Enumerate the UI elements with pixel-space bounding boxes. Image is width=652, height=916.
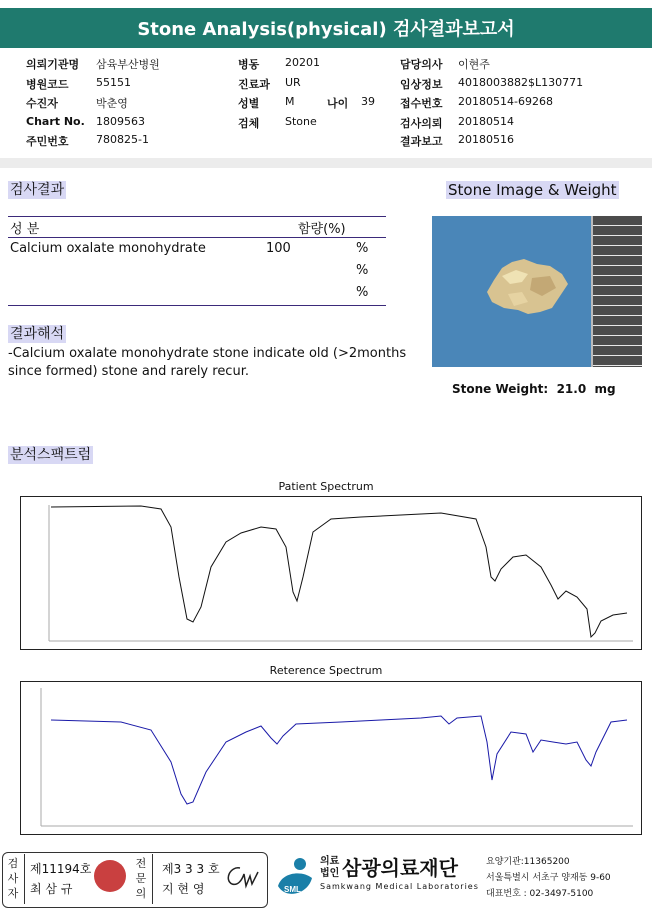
result-unit: % bbox=[356, 241, 369, 256]
interpretation-section-title: 결과해석 bbox=[10, 326, 65, 342]
value-hospital-code: 55151 bbox=[96, 76, 131, 89]
col-content-header: 함량(%) bbox=[298, 222, 346, 237]
stone-weight-unit: mg bbox=[594, 382, 616, 396]
col-component-header: 성 분 bbox=[10, 222, 40, 237]
label-hospital-code: 병원코드 bbox=[26, 78, 69, 91]
result-unit: % bbox=[356, 285, 369, 300]
table-header-line bbox=[8, 237, 386, 238]
value-patient: 박춘영 bbox=[96, 97, 128, 110]
label-resident-no: 주민번호 bbox=[26, 135, 69, 148]
seal-stamp bbox=[94, 860, 126, 892]
label-chart-no: Chart No. bbox=[26, 115, 85, 128]
value-physician: 이현주 bbox=[458, 58, 490, 71]
value-sex: M bbox=[285, 95, 295, 108]
table-bottom-line bbox=[8, 305, 386, 306]
examiner-license-no: 제11194호 bbox=[30, 862, 92, 876]
value-request-date: 20180514 bbox=[458, 115, 514, 128]
doctor-label: 전문의 bbox=[135, 857, 147, 900]
org-phone: 대표번호 : 02-3497-5100 bbox=[486, 889, 594, 899]
svg-text:SML: SML bbox=[284, 885, 301, 894]
stone-weight-value: 21.0 bbox=[556, 382, 587, 396]
reference-spectrum-title: Reterence Spectrum bbox=[269, 664, 383, 677]
org-address: 서울특별시 서초구 양재동 9-60 bbox=[486, 873, 611, 883]
stone-weight bbox=[452, 382, 616, 396]
org-name: 삼광의료재단 bbox=[342, 856, 458, 880]
examiner-label: 검사자 bbox=[7, 857, 19, 900]
org-prefix bbox=[320, 856, 339, 880]
org-english-name: Samkwang Medical Laboratories bbox=[320, 882, 479, 891]
label-requesting-institution: 의뢰기관명 bbox=[26, 58, 80, 71]
label-specimen: 검체 bbox=[238, 117, 260, 130]
label-department: 진료과 bbox=[238, 78, 270, 91]
label-ward: 병동 bbox=[238, 58, 260, 71]
org-logo bbox=[272, 852, 316, 904]
result-value: 100 bbox=[266, 241, 291, 256]
spectrum-section-title: 분석스팩트럼 bbox=[10, 447, 92, 463]
stone-section-title: Stone Image & Weight bbox=[448, 181, 617, 199]
results-section-title: 검사결과 bbox=[10, 182, 65, 198]
divider-band bbox=[0, 158, 652, 168]
stone-weight-label: Stone Weight: bbox=[452, 382, 549, 396]
org-prefix-top: 의료 bbox=[320, 856, 340, 867]
doctor-name: 지 현 영 bbox=[162, 882, 205, 896]
table-top-line bbox=[8, 216, 386, 217]
value-report-date: 20180516 bbox=[458, 133, 514, 146]
stone-photo bbox=[432, 216, 642, 367]
patient-spectrum-title: Patient Spectrum bbox=[278, 480, 374, 493]
label-patient: 수진자 bbox=[26, 97, 58, 110]
value-chart-no: 1809563 bbox=[96, 115, 145, 128]
divider-line bbox=[24, 854, 25, 904]
label-clinical-info: 임상정보 bbox=[400, 78, 443, 91]
institution-code: 요양기관:11365200 bbox=[486, 857, 570, 867]
label-receipt-no: 접수번호 bbox=[400, 97, 443, 110]
interpretation-text-line2: since formed) stone and rarely recur. bbox=[8, 364, 249, 379]
label-physician: 담당의사 bbox=[400, 58, 443, 71]
report-footer bbox=[0, 848, 652, 910]
label-report-date: 결과보고 bbox=[400, 135, 443, 148]
reference-spectrum-plot bbox=[20, 681, 642, 835]
doctor-signature bbox=[222, 862, 262, 892]
value-resident-no: 780825-1 bbox=[96, 133, 149, 146]
result-component: Calcium oxalate monohydrate bbox=[10, 241, 206, 256]
value-specimen: Stone bbox=[285, 115, 317, 128]
value-ward: 20201 bbox=[285, 56, 320, 69]
value-department: UR bbox=[285, 76, 301, 89]
divider-line bbox=[152, 854, 153, 904]
patient-info bbox=[0, 52, 652, 156]
interpretation-text-line1: -Calcium oxalate monohydrate stone indicate old (>2months bbox=[8, 346, 407, 361]
label-age: 나이 bbox=[327, 97, 349, 110]
patient-spectrum-plot bbox=[20, 496, 642, 650]
label-sex: 성별 bbox=[238, 97, 260, 110]
label-request-date: 검사의뢰 bbox=[400, 117, 443, 130]
value-receipt-no: 20180514-69268 bbox=[458, 95, 553, 108]
value-clinical-info: 4018003882$L130771 bbox=[458, 76, 584, 89]
org-prefix-bottom: 법인 bbox=[320, 868, 340, 879]
doctor-license-no: 제3 3 3 호 bbox=[162, 862, 220, 876]
value-age: 39 bbox=[361, 95, 375, 108]
result-unit: % bbox=[356, 263, 369, 278]
value-requesting-institution: 삼육부산병원 bbox=[96, 58, 160, 71]
report-title: Stone Analysis(physical) 검사결과보고서 bbox=[0, 8, 652, 48]
examiner-name: 최 삼 규 bbox=[30, 882, 73, 896]
